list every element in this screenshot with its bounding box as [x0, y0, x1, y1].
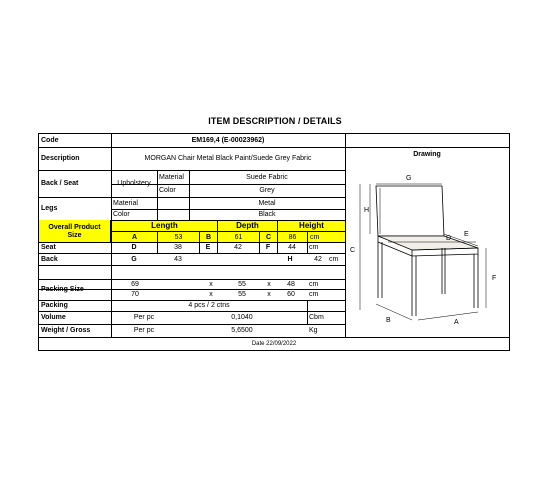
- back-unit: cm: [329, 255, 339, 263]
- label-c: C: [350, 247, 356, 254]
- dim-f-letter: F: [265, 244, 271, 251]
- back-seat-label: Back / Seat: [41, 180, 79, 187]
- date-label: Date 22/09/2022: [251, 341, 297, 347]
- dim-b-letter: B: [200, 232, 217, 242]
- dim-c-value: 86: [278, 232, 307, 242]
- packing-label: Packing: [41, 302, 68, 309]
- dim-g-value: 43: [174, 255, 182, 263]
- rule: [39, 265, 345, 266]
- weight-per: Per pc: [133, 327, 155, 334]
- legs-material-label: Material: [113, 199, 138, 207]
- volume-unit: Cbm: [309, 314, 324, 321]
- volume-value: 0,1040: [231, 314, 253, 321]
- packing-row2-length: 70: [131, 291, 139, 298]
- dim-c-letter: C: [260, 232, 277, 242]
- packing-row1-length: 69: [131, 280, 139, 288]
- height-header: Height: [278, 221, 345, 231]
- drawing-label: Drawing: [413, 150, 441, 158]
- packing-row2-width: 55: [238, 291, 246, 298]
- seat-label: Seat: [41, 244, 56, 251]
- description-label: Description: [41, 155, 80, 162]
- packing-row1-width: 55: [238, 280, 246, 288]
- page-title: ITEM DESCRIPTION / DETAILS: [208, 116, 342, 126]
- label-b: B: [386, 317, 391, 324]
- label-d: D: [446, 235, 452, 242]
- back-seat-color-label: Color: [159, 187, 176, 194]
- code-value: EM169,4 (E-00023962): [191, 137, 265, 144]
- dim-a-value: 53: [158, 232, 199, 242]
- packing-size-label: Packing Size: [41, 286, 84, 293]
- volume-per: Per pc: [133, 314, 155, 321]
- back-seat-material: Suede Fabric: [246, 173, 288, 181]
- weight-value: 5,6500: [231, 327, 253, 334]
- chair-drawing: [346, 170, 508, 336]
- dim-g-letter: G: [131, 255, 137, 263]
- packing-row1-height: 48: [287, 280, 295, 288]
- dim-h-value: 42: [314, 255, 322, 263]
- overall-size-label-line2: Size: [67, 231, 82, 239]
- weight-label: Weight / Gross: [41, 327, 91, 334]
- packing-row2-x1: x: [209, 291, 213, 298]
- dim-f-value: 44: [288, 244, 296, 251]
- length-header: Length: [112, 221, 217, 231]
- packing-value: 4 pcs / 2 ctns: [188, 302, 230, 309]
- weight-unit: Kg: [309, 327, 318, 334]
- packing-row2-height: 60: [287, 291, 295, 298]
- packing-row2-x2: x: [267, 291, 271, 298]
- label-h: H: [364, 207, 370, 214]
- details-table: [38, 133, 510, 351]
- code-label: Code: [41, 137, 59, 144]
- label-e: E: [464, 231, 469, 238]
- label-a: A: [454, 319, 459, 326]
- label-g: G: [406, 175, 412, 182]
- label-f: F: [492, 275, 497, 282]
- legs-color-label: Color: [113, 211, 130, 218]
- dim-d-value: 38: [174, 244, 182, 251]
- back-seat-material-label: Material: [159, 173, 184, 181]
- overall-size-label-line1: Overall Product: [48, 223, 101, 231]
- packing-row1-x1: x: [209, 280, 213, 288]
- overall-unit: cm: [308, 232, 345, 242]
- description-value: MORGAN Chair Metal Black Paint/Suede Grey Fabric: [144, 155, 312, 162]
- dim-e-value: 42: [234, 244, 242, 251]
- legs-color: Black: [258, 211, 276, 218]
- legs-material: Metal: [258, 199, 276, 207]
- back-label: Back: [41, 255, 58, 263]
- dim-h-letter: H: [287, 255, 293, 263]
- volume-label: Volume: [41, 314, 66, 321]
- packing-row1-unit: cm: [309, 280, 319, 288]
- dim-a-letter: A: [112, 232, 157, 242]
- dim-e-letter: E: [205, 244, 211, 251]
- packing-row2-unit: cm: [309, 291, 319, 298]
- back-seat-color: Grey: [259, 187, 275, 194]
- upholstery-label: Upholstery: [117, 180, 151, 187]
- seat-unit: cm: [309, 244, 319, 251]
- legs-label: Legs: [41, 205, 58, 212]
- depth-header: Depth: [218, 221, 277, 231]
- overall-size-label: [39, 220, 111, 242]
- dim-b-value: 61: [218, 232, 259, 242]
- packing-row1-x2: x: [267, 280, 271, 288]
- dim-d-letter: D: [131, 244, 137, 251]
